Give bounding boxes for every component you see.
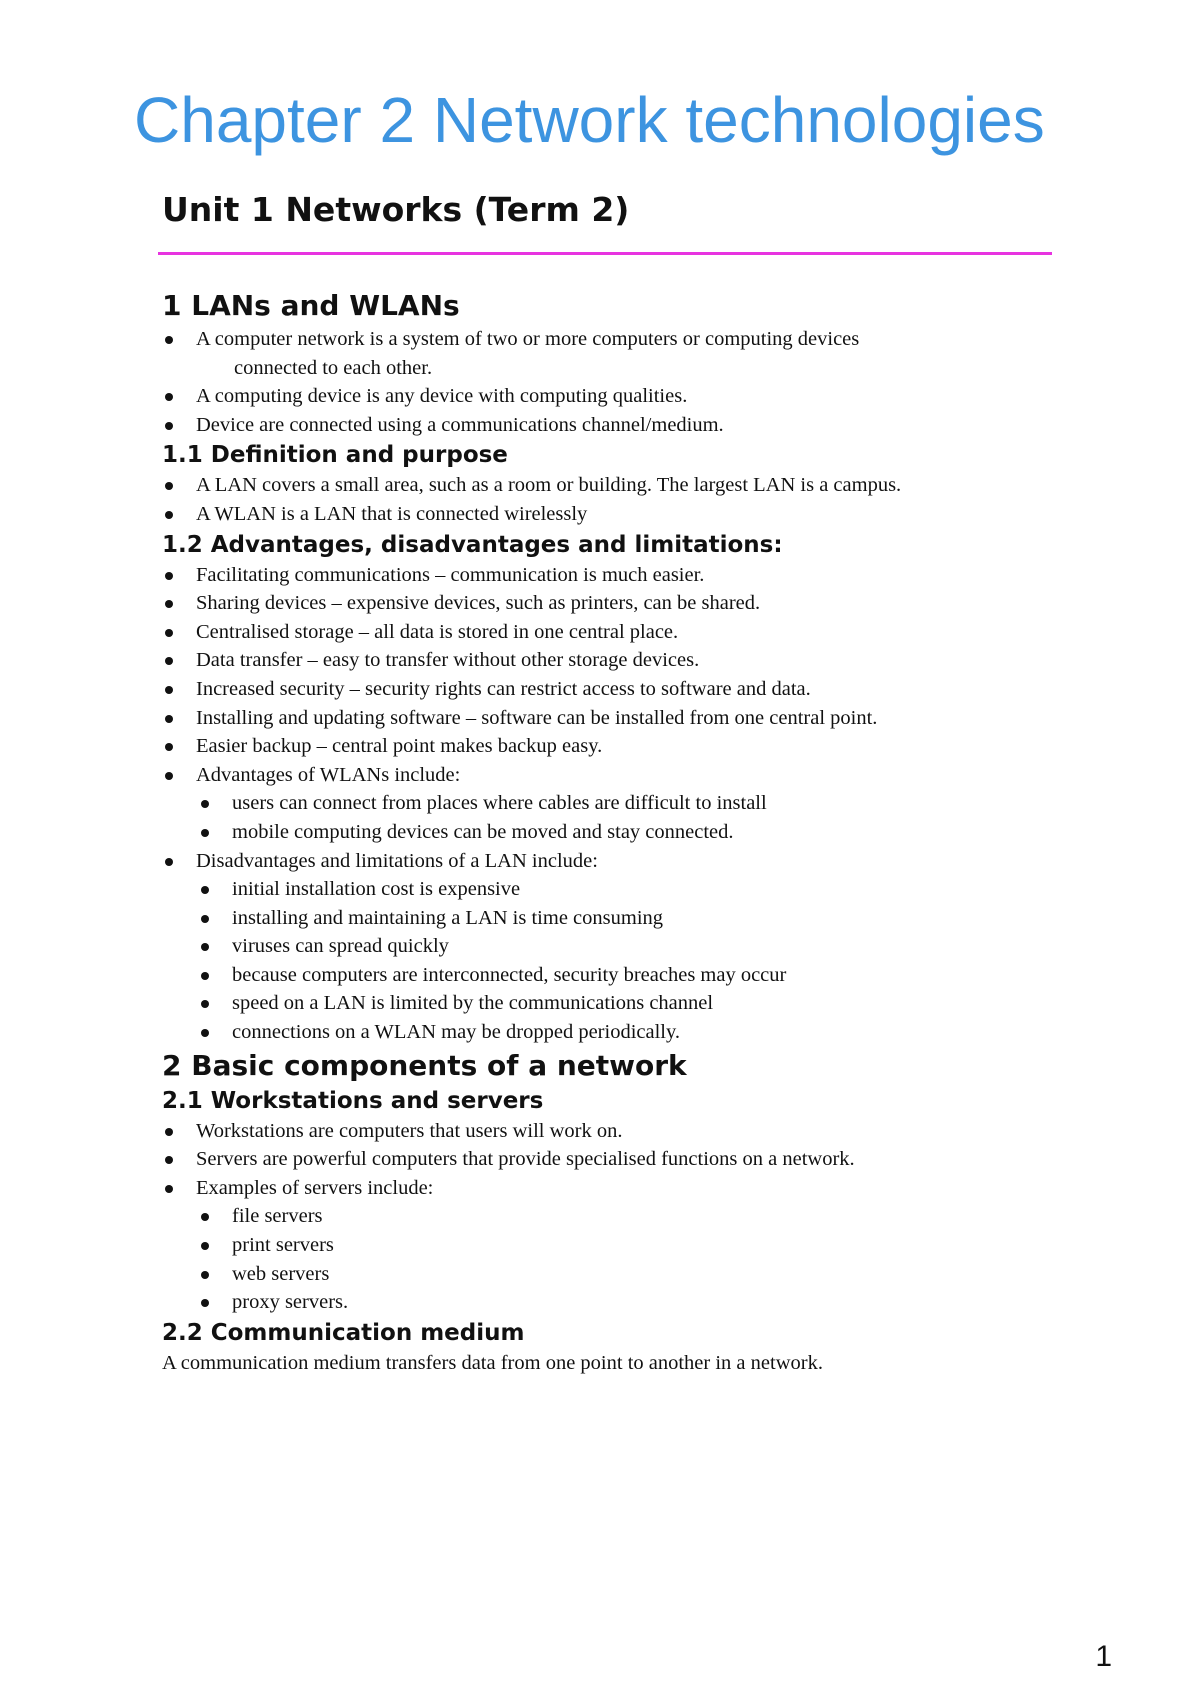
list-item-text: A computer network is a system of two or more computers or computing devices — [196, 328, 860, 350]
nested-list-item: mobile computing devices can be moved and stay connected. — [162, 818, 1062, 847]
section-2-2-text: A communication medium transfers data from one point to another in a network. — [162, 1351, 823, 1374]
list-item-text-continued: connected to each other. — [234, 356, 433, 379]
page-number: 1 — [1095, 1640, 1112, 1673]
disadvantages-label-list — [162, 847, 1062, 876]
section-2-2-heading: 2.2 Communication medium — [162, 1319, 525, 1346]
section-1-2-list — [162, 561, 1062, 790]
list-item: A computing device is any device with computing qualities. — [162, 382, 1062, 411]
nested-list-item: file servers — [162, 1202, 1062, 1231]
server-examples-list — [162, 1202, 1062, 1316]
section-2-1-list — [162, 1117, 1062, 1203]
chapter-title: Chapter 2 Network technologies — [134, 84, 1045, 156]
nested-list-item: web servers — [162, 1260, 1062, 1289]
list-item: Advantages of WLANs include: — [162, 761, 1062, 790]
nested-list-item: installing and maintaining a LAN is time consuming — [162, 904, 1062, 933]
list-item: Increased security – security rights can restrict access to software and data. — [162, 675, 1062, 704]
list-item: Sharing devices – expensive devices, such as printers, can be shared. — [162, 589, 1062, 618]
nested-list-item: print servers — [162, 1231, 1062, 1260]
list-item: A WLAN is a LAN that is connected wirelessly — [162, 500, 1062, 529]
wlan-advantages-list — [162, 789, 1062, 846]
nested-list-item: users can connect from places where cables are difficult to install — [162, 789, 1062, 818]
disadvantages-list — [162, 875, 1062, 1047]
nested-list-item: because computers are interconnected, security breaches may occur — [162, 961, 1062, 990]
list-item: Workstations are computers that users will work on. — [162, 1117, 1062, 1146]
list-item: Installing and updating software – software can be installed from one central point. — [162, 704, 1062, 733]
section-2-heading: 2 Basic components of a network — [162, 1048, 687, 1082]
list-item: Facilitating communications – communication is much easier. — [162, 561, 1062, 590]
nested-list-item: proxy servers. — [162, 1288, 1062, 1317]
nested-list-item: connections on a WLAN may be dropped periodically. — [162, 1018, 1062, 1047]
list-item: Easier backup – central point makes backup easy. — [162, 732, 1062, 761]
list-item: A LAN covers a small area, such as a room or building. The largest LAN is a campus. — [162, 471, 1062, 500]
section-2-1-heading: 2.1 Workstations and servers — [162, 1087, 544, 1114]
heading-divider — [158, 252, 1052, 255]
list-item: Examples of servers include: — [162, 1174, 1062, 1203]
nested-list-item: initial installation cost is expensive — [162, 875, 1062, 904]
list-item: Data transfer – easy to transfer without other storage devices. — [162, 646, 1062, 675]
section-1-1-list — [162, 471, 1062, 528]
list-item: Device are connected using a communications channel/medium. — [162, 411, 1062, 440]
unit-title: Unit 1 Networks (Term 2) — [162, 190, 630, 229]
section-1-1-heading: 1.1 Definition and purpose — [162, 442, 508, 469]
list-item: Centralised storage – all data is stored in one central place. — [162, 618, 1062, 647]
nested-list-item: viruses can spread quickly — [162, 932, 1062, 961]
nested-list-item: speed on a LAN is limited by the communications channel — [162, 989, 1062, 1018]
section-1-list — [162, 325, 1062, 439]
section-1-heading: 1 LANs and WLANs — [162, 289, 460, 322]
list-item: Servers are powerful computers that provide specialised functions on a network. — [162, 1145, 1062, 1174]
list-item: Disadvantages and limitations of a LAN include: — [162, 847, 1062, 876]
list-item — [162, 325, 1062, 382]
document-body — [162, 188, 1062, 1377]
section-1-2-heading: 1.2 Advantages, disadvantages and limitations: — [162, 531, 783, 558]
